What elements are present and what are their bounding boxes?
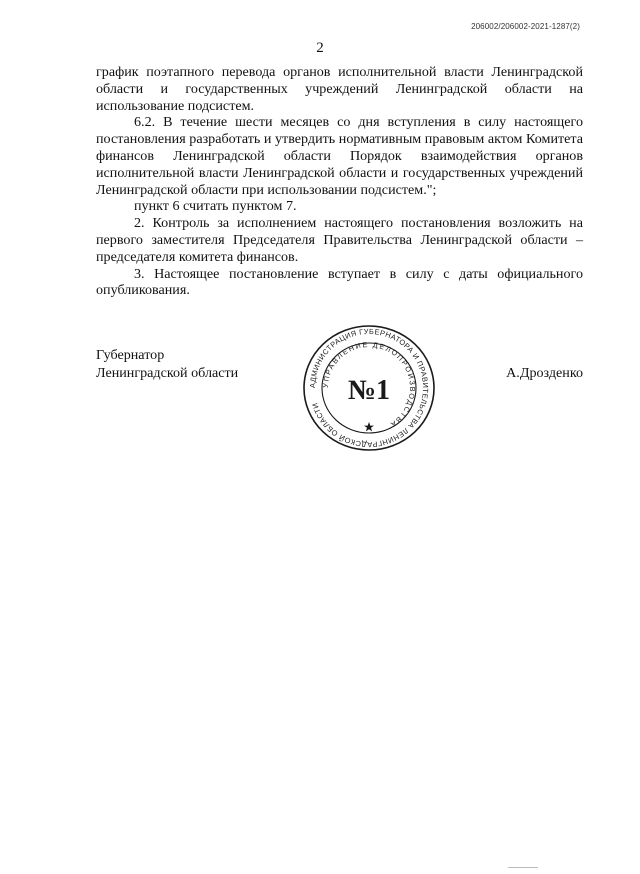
footer-rule bbox=[508, 867, 538, 868]
seal-outer-text: АДМИНИСТРАЦИЯ ГУБЕРНАТОРА И ПРАВИТЕЛЬСТВА ЛЕНИНГРАДСКОЙ ОБЛАСТИ bbox=[307, 326, 431, 450]
document-body bbox=[96, 64, 583, 299]
signature-title-line2: Ленинградской области bbox=[96, 365, 239, 381]
seal-number: №1 bbox=[347, 375, 391, 406]
document-id: 206002/206002-2021-1287(2) bbox=[471, 22, 580, 31]
signature-title-line1: Губернатор bbox=[96, 347, 165, 363]
page-number: 2 bbox=[316, 40, 324, 56]
official-seal-stamp bbox=[300, 323, 438, 453]
paragraph-continuation: график поэтапного перевода органов исполнительной власти Ленинградской области и государственных учреждений Ленинградской области на использование подсистем. bbox=[96, 64, 583, 114]
paragraph-item-2: 2. Контроль за исполнением настоящего постановления возложить на первого заместителя Председателя Правительства Ленинградской области – председателя комитета финансов. bbox=[96, 215, 583, 265]
seal-graphic bbox=[300, 323, 438, 453]
paragraph-item-3: 3. Настоящее постановление вступает в силу с даты официального опубликования. bbox=[96, 265, 583, 299]
seal-inner-text: УПРАВЛЕНИЕ ДЕЛОПРОИЗВОДСТВА bbox=[320, 339, 418, 430]
seal-star-icon bbox=[364, 422, 374, 431]
paragraph-renumber: пункт 6 считать пунктом 7. bbox=[134, 198, 297, 215]
paragraph-item-6-2: 6.2. В течение шести месяцев со дня вступления в силу настоящего постановления разработать и утвердить нормативным правовым актом Комитета финансов Ленинградской области Порядок взаимодействия органов исполнительной власти Ленинградской области и государственных учреждений Ленинградской области при использовании подсистем."; bbox=[96, 114, 583, 198]
signature-title bbox=[96, 346, 238, 382]
signer-name: А.Дрозденко bbox=[506, 365, 583, 381]
